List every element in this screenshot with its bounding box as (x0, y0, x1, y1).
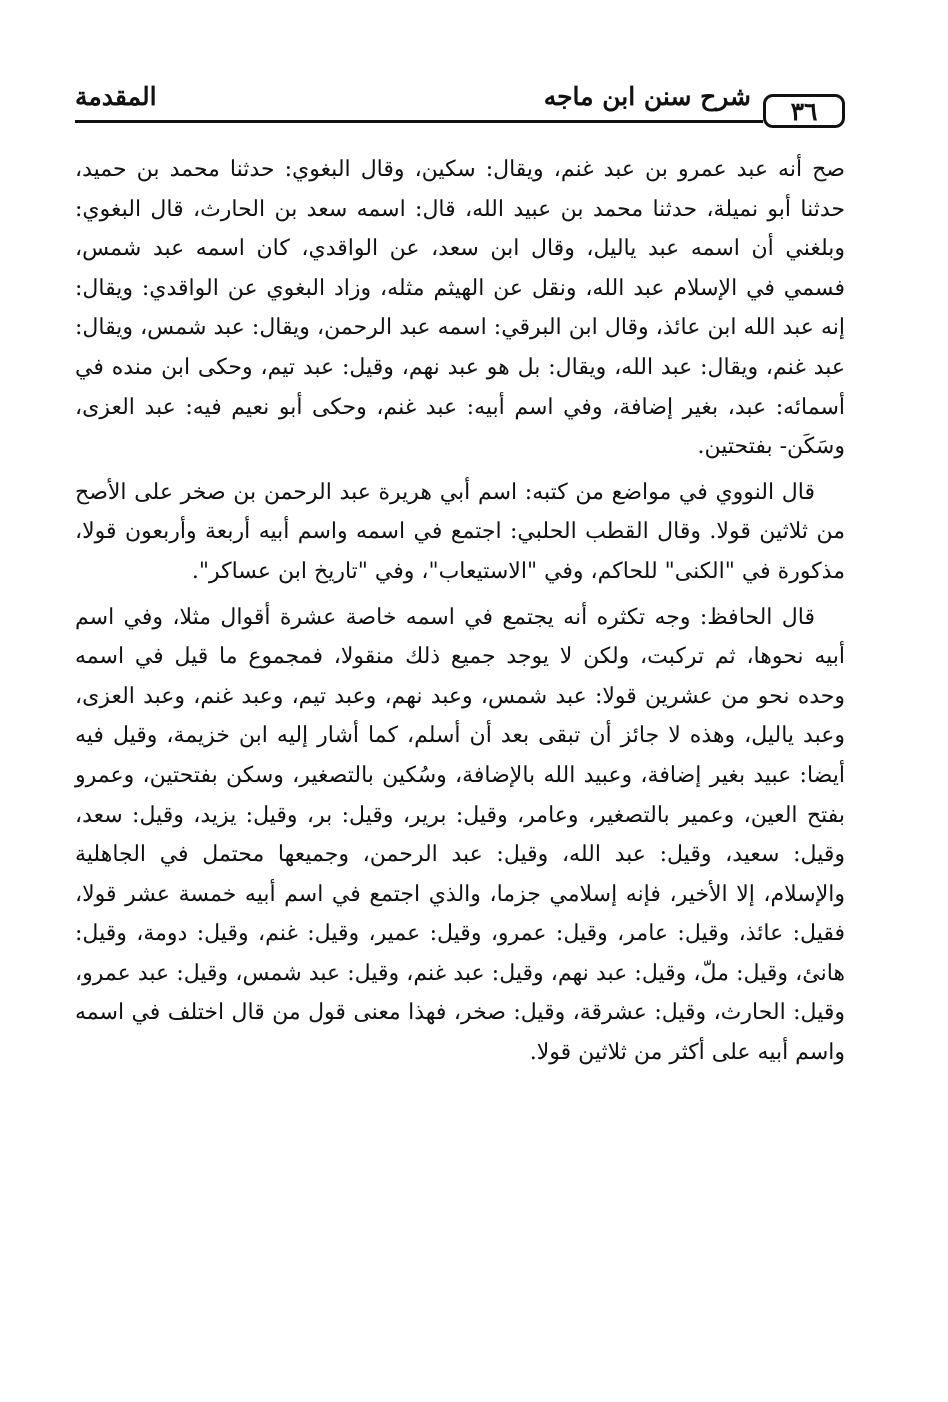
page-header (75, 78, 845, 138)
paragraph-1: صح أنه عبد عمرو بن عبد غنم، ويقال: سكين، وقال البغوي: حدثنا محمد بن حميد، حدثنا أبو نميلة، حدثنا محمد بن عبيد الله، قال: اسمه سعد بن الحارث، قال البغوي: وبلغني أن اسمه عبد ياليل، وقال ابن سعد، عن الواقدي، كان اسمه عبد شمس، فسمي في الإسلام عبد الله، ونقل عن الهيثم مثله، وزاد البغوي عن الواقدي: ويقال: إنه عبد الله ابن عائذ، وقال ابن البرقي: اسمه عبد الرحمن، ويقال: عبد شمس، ويقال: عبد غنم، ويقال: عبد الله، ويقال: بل هو عبد نهم، وقيل: عبد تيم، وحكى ابن منده في أسمائه: عبد، بغير إضافة، وفي اسم أبيه: عبد غنم، وحكى أبو نعيم فيه: عبد العزى، وسَكَن- بفتحتين. (75, 157, 845, 460)
header-divider (75, 120, 763, 123)
book-title: شرح سنن ابن ماجه (543, 82, 751, 111)
paragraph-2: قال النووي في مواضع من كتبه: اسم أبي هريرة عبد الرحمن بن صخر على الأصح من ثلاثين قولا. وقال القطب الحلبي: اجتمع في اسمه واسم أبيه أربعة وأربعون قولا، مذكورة في "الكنى" للحاكم، وفي "الاستيعاب"، وفي "تاريخ ابن عساكر". (75, 479, 845, 584)
page-number: ٣٦ (790, 96, 818, 126)
section-title: المقدمة (75, 82, 157, 111)
body-text (75, 150, 845, 1073)
page-number-box (763, 94, 845, 128)
paragraph-3: قال الحافظ: وجه تكثره أنه يجتمع في اسمه خاصة عشرة أقوال مثلا، وفي اسم أبيه نحوها، ثم تركبت، ولكن لا يوجد جميع ذلك منقولا، فمجموع ما قيل في اسمه وحده نحو من عشرين قولا: عبد شمس، وعبد نهم، وعبد تيم، وعبد غنم، وعبد العزى، وعبد ياليل، وهذه لا جائز أن تبقى بعد أن أسلم، كما أشار إليه ابن خزيمة، وقيل فيه أيضا: عبيد بغير إضافة، وعبيد الله بالإضافة، وسُكين بالتصغير، وسكن بفتحتين، وعمرو بفتح العين، وعمير بالتصغير، وعامر، وقيل: برير، وقيل: بر، وقيل: يزيد، وقيل: سعد، وقيل: سعيد، وقيل: عبد الله، وقيل: عبد الرحمن، وجميعها محتمل في الجاهلية والإسلام، إلا الأخير، فإنه إسلامي جزما، والذي اجتمع في اسم أبيه خمسة عشر قولا، فقيل: عائذ، وقيل: عامر، وقيل: عمرو، وقيل: عمير، وقيل: غنم، وقيل: دومة، وقيل: هانئ، وقيل: ملّ، وقيل: عبد نهم، وقيل: عبد غنم، وقيل: عبد شمس، وقيل: عبد عمرو، وقيل: الحارث، وقيل: عشرقة، وقيل: صخر، فهذا معنى قول من قال اختلف في اسمه واسم أبيه على أكثر من ثلاثين قولا. (75, 604, 845, 1066)
